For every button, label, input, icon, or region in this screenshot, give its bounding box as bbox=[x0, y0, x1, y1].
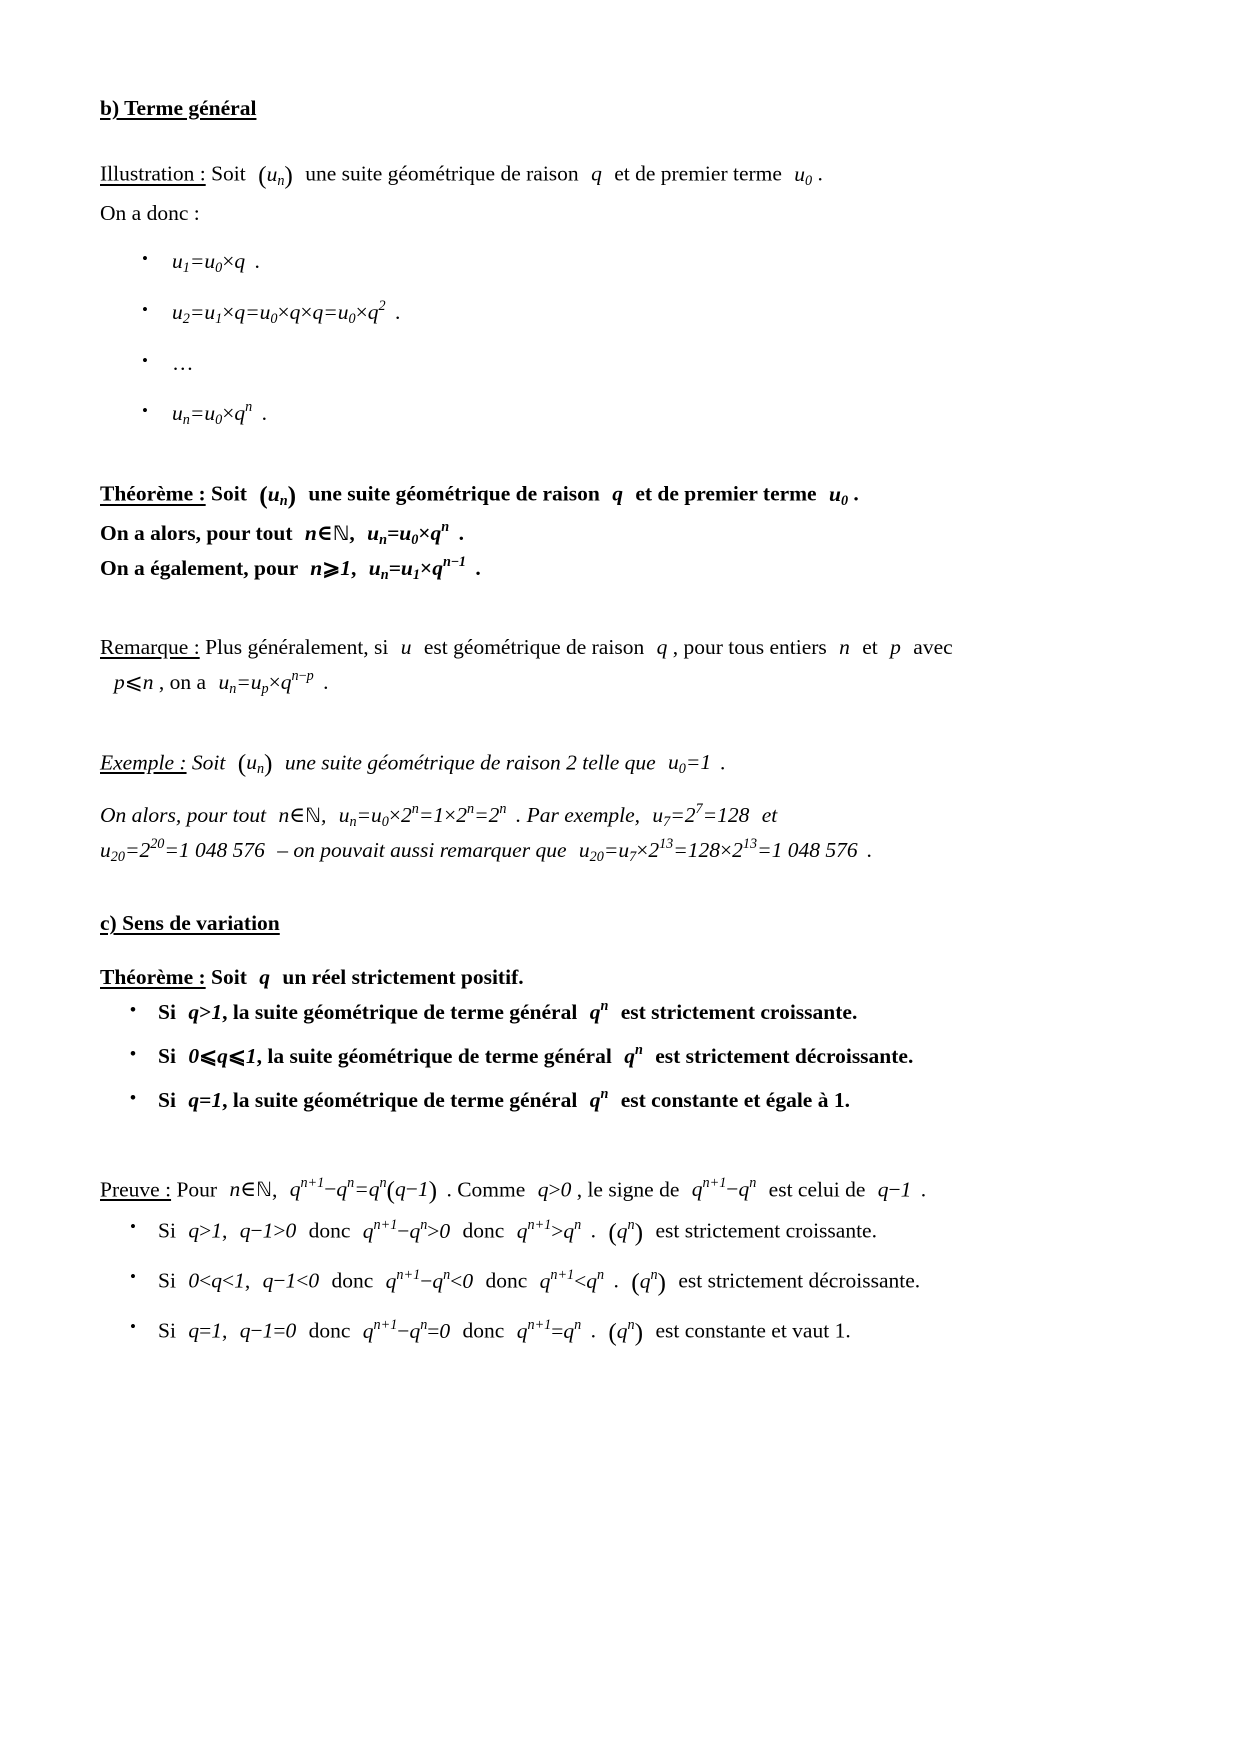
list-item bbox=[100, 1039, 1132, 1074]
remarque-text-3: , pour tous entiers bbox=[672, 634, 827, 659]
sequence-notation: $(u_n)$ bbox=[259, 481, 297, 510]
formula-u20-alt: $u_{20}=u_7\times 2^{13}=128\times 2^{13}=1$ 048 576 bbox=[578, 835, 858, 865]
remarque-line2-text: , on a bbox=[158, 669, 207, 694]
condition-n-geq-1: n⩾1 bbox=[310, 556, 351, 581]
premier-terme-symbol: $u_0$ bbox=[794, 161, 813, 189]
step-difference-eq-0: $q^{n+1}-q^n=0$ bbox=[362, 1316, 451, 1343]
sequence-qn: $(q^n)$ bbox=[631, 1266, 666, 1296]
list-item bbox=[100, 995, 1132, 1030]
list-item: • $u_1=u_0\times q$ . bbox=[100, 244, 1132, 279]
comma: , bbox=[320, 802, 327, 827]
comma: , bbox=[256, 1044, 262, 1069]
section-heading-c: c) Sens de variation bbox=[100, 911, 280, 936]
spacer bbox=[100, 121, 1132, 155]
si-label: Si bbox=[158, 1318, 176, 1343]
spacer bbox=[100, 936, 1132, 960]
bullet-icon: • bbox=[142, 299, 148, 319]
step-qn1-eq-qn: $q^{n+1}=q^n$ bbox=[516, 1316, 582, 1343]
bullet-icon: • bbox=[142, 401, 148, 421]
formula-u0-eq-1: $u_0=1$ bbox=[668, 750, 712, 778]
formula-u1: $u_1=u_0\times q$ bbox=[172, 248, 246, 276]
bullet-icon: • bbox=[142, 248, 148, 268]
donc-2: donc bbox=[462, 1318, 505, 1343]
preuve-intro-b: . Comme bbox=[446, 1177, 526, 1202]
spacer bbox=[100, 231, 1132, 244]
remarque-label: Remarque : bbox=[100, 634, 200, 659]
theoreme-text-c: et de premier terme bbox=[635, 481, 817, 506]
condition-0-lt-q-lt-1: 0<q<1 bbox=[188, 1268, 245, 1293]
exemple-line-2 bbox=[100, 798, 1132, 833]
exemple-text-a: Soit bbox=[191, 750, 226, 775]
spacer bbox=[100, 431, 1132, 475]
spacer bbox=[100, 867, 1132, 911]
theoreme-terme-general-line-1 bbox=[100, 475, 1132, 516]
list-item: • $u_n=u_0\times q^n$ . bbox=[100, 396, 1132, 431]
donc-1: donc bbox=[331, 1268, 374, 1293]
spacer bbox=[100, 785, 1132, 798]
sequence-qn: $(q^n)$ bbox=[608, 1316, 644, 1346]
list-item: • Si q>1, q−1>0 donc $q^{n+1}-q^n>0$ donc $q^{n+1}>q^n$ . $(q^n)$ est strictement croissante. bbox=[100, 1212, 1132, 1253]
terme-general-qn: $q^n$ bbox=[624, 1042, 643, 1069]
formula-un-2n: $u_n=u_0\times 2^n=1\times 2^n=2^n$ bbox=[338, 800, 507, 830]
q-symbol: q bbox=[656, 634, 668, 659]
theoreme-text-end: . bbox=[853, 481, 859, 506]
preuve-intro-a: Pour bbox=[176, 1177, 218, 1202]
bullet-icon: • bbox=[130, 1000, 136, 1020]
exemple-line3-mid: – on pouvait aussi remarquer que bbox=[277, 837, 567, 862]
step-qn1-lt-qn: $q^{n+1}<q^n$ bbox=[539, 1266, 605, 1293]
preuve-bullet-list bbox=[100, 1212, 1132, 1353]
preuve-intro-d: est celui de bbox=[768, 1177, 866, 1202]
q-minus-1: q−1 bbox=[877, 1177, 912, 1202]
remarque-text-4: et bbox=[862, 634, 878, 659]
si-label: Si bbox=[158, 1044, 176, 1069]
theoreme-line3-text: On a également, pour bbox=[100, 556, 298, 581]
comma: , bbox=[271, 1177, 278, 1202]
exemple-line2-text: On alors, pour tout bbox=[100, 802, 267, 827]
donc-1: donc bbox=[308, 1218, 351, 1243]
difference-expression: $q^{n+1}-q^n$ bbox=[691, 1175, 757, 1202]
terme-general-bullet-list bbox=[100, 244, 1132, 431]
condition-q-eq-1: q=1 bbox=[188, 1318, 222, 1343]
spacer bbox=[100, 700, 1132, 744]
si-label: Si bbox=[158, 1000, 176, 1025]
sequence-qn: $(q^n)$ bbox=[608, 1216, 644, 1246]
bullet-icon: • bbox=[130, 1087, 136, 1107]
comma: , bbox=[222, 1000, 228, 1025]
step-difference-lt-0: $q^{n+1}-q^n<0$ bbox=[385, 1266, 474, 1293]
exemple-line-3 bbox=[100, 833, 1132, 868]
theoreme-terme-general-line-2 bbox=[100, 516, 1132, 551]
list-item bbox=[100, 1083, 1132, 1118]
on-a-donc-line: On a donc : bbox=[100, 201, 200, 226]
period: . bbox=[323, 669, 329, 694]
comma: , bbox=[349, 521, 355, 546]
p-symbol: p bbox=[890, 634, 901, 659]
bullet-conclusion: est strictement croissante. bbox=[620, 1000, 858, 1025]
period: . bbox=[920, 1177, 927, 1202]
donc-2: donc bbox=[485, 1268, 528, 1293]
n-in-naturals: n∈ℕ bbox=[229, 1177, 272, 1202]
formula-u20: $u_{20}=2^{20}=1$ 048 576 bbox=[100, 835, 265, 865]
donc-2: donc bbox=[462, 1218, 505, 1243]
list-item: • Si q=1, q−1=0 donc $q^{n+1}-q^n=0$ donc $q^{n+1}=q^n$ . $(q^n)$ est constante et vaut 1. bbox=[100, 1312, 1132, 1353]
condition-q-gt-1: q>1 bbox=[188, 1000, 223, 1025]
theoreme-intro-text: Soit bbox=[211, 965, 247, 990]
bullet-icon: • bbox=[130, 1044, 136, 1064]
formula-u2: $u_2=u_1\times q=u_0\times q\times q=u_0\times q^2$ bbox=[172, 297, 386, 327]
raison-symbol: q bbox=[612, 481, 623, 506]
exemple-line2-mid: . Par exemple, bbox=[515, 802, 641, 827]
theoreme-text-a: Soit bbox=[211, 481, 247, 506]
illustration-text-2: une suite géométrique de raison bbox=[305, 161, 579, 186]
period: . bbox=[458, 521, 464, 546]
bullet-conclusion: est constante et vaut 1. bbox=[655, 1318, 851, 1343]
exemple-label: Exemple : bbox=[100, 750, 187, 775]
preuve-intro-c: , le signe de bbox=[576, 1177, 680, 1202]
bullet-conclusion: est strictement croissante. bbox=[655, 1218, 877, 1243]
period: . bbox=[720, 750, 726, 775]
sequence-notation: $(u_n)$ bbox=[258, 161, 293, 189]
spacer bbox=[100, 586, 1132, 630]
exemple-line-1 bbox=[100, 744, 1132, 785]
raison-symbol: q bbox=[591, 161, 602, 186]
bullet-text: la suite géométrique de terme général bbox=[232, 1000, 578, 1025]
formula-u7: $u_7=2^7=128$ bbox=[652, 800, 750, 830]
si-label: Si bbox=[158, 1087, 176, 1112]
step-q-minus-1-gt-0: q−1>0 bbox=[239, 1218, 297, 1243]
exemple-text-b: une suite géométrique de raison 2 telle que bbox=[284, 750, 656, 775]
formula-un-u1-qn1: $u_n=u_1\times q^{n-1}$ bbox=[368, 554, 467, 584]
bullet-icon: • bbox=[142, 350, 148, 370]
comma: , bbox=[351, 556, 357, 581]
bullet-icon: • bbox=[130, 1316, 136, 1336]
terme-general-qn: $q^n$ bbox=[589, 998, 609, 1025]
illustration-text-4: . bbox=[817, 161, 823, 186]
q-symbol: q bbox=[259, 965, 271, 990]
sequence-notation: $(u_n)$ bbox=[237, 749, 273, 778]
remarque-text-5: avec bbox=[913, 634, 953, 659]
condition-p-leq-n: p⩽n bbox=[114, 669, 154, 694]
list-item: • $u_2=u_1\times q=u_0\times q\times q=u_0\times q^2$ . bbox=[100, 295, 1132, 330]
condition-q-gt-0: q>0 bbox=[537, 1177, 572, 1202]
premier-terme-symbol: $u_0$ bbox=[828, 481, 849, 509]
theoreme-label: Théorème : bbox=[100, 481, 206, 506]
preuve-label: Preuve : bbox=[100, 1177, 172, 1202]
period: . bbox=[867, 837, 873, 862]
illustration-label: Illustration : bbox=[100, 161, 206, 186]
illustration-paragraph bbox=[100, 155, 1132, 196]
comma: , bbox=[222, 1087, 228, 1112]
condition-q-gt-1: q>1 bbox=[188, 1218, 222, 1243]
theoreme-line2-text: On a alors, pour tout bbox=[100, 521, 293, 546]
n-in-naturals: n∈ℕ bbox=[278, 802, 321, 827]
theoreme-text-b: une suite géométrique de raison bbox=[308, 481, 600, 506]
bullet-conclusion: est constante et égale à 1. bbox=[620, 1087, 850, 1112]
illustration-text-1: Soit bbox=[211, 161, 246, 186]
list-item: • Si 0<q<1, q−1<0 donc $q^{n+1}-q^n<0$ donc $q^{n+1}<q^n$ . $(q^n)$ est strictement décroissante. bbox=[100, 1262, 1132, 1303]
preuve-intro bbox=[100, 1171, 1132, 1212]
bullet-text: la suite géométrique de terme général bbox=[267, 1044, 612, 1069]
list-item bbox=[100, 346, 1132, 381]
theoreme-variation-bullet-list bbox=[100, 995, 1132, 1117]
ellipsis-item: … bbox=[172, 350, 194, 375]
remarque-text-2: est géométrique de raison bbox=[423, 634, 645, 659]
condition-q-eq-1: q=1 bbox=[188, 1087, 223, 1112]
formula-un-up-qnp: $u_n=u_p\times q^{n-p}$ bbox=[218, 668, 314, 697]
bullet-conclusion: est strictement décroissante. bbox=[655, 1044, 914, 1069]
u-symbol: u bbox=[400, 634, 412, 659]
terme-general-qn: $q^n$ bbox=[589, 1086, 609, 1112]
formula-un-u0-qn: $u_n=u_0\times q^n$ bbox=[367, 519, 450, 549]
bullet-conclusion: est strictement décroissante. bbox=[678, 1268, 921, 1293]
remarque-text-1: Plus généralement, si bbox=[205, 634, 389, 659]
formula-qn1-minus-qn: $q^{n+1}-q^n=q^n(q-1)$ bbox=[289, 1175, 438, 1205]
bullet-icon: • bbox=[130, 1266, 136, 1286]
step-q-minus-1-eq-0: q−1=0 bbox=[239, 1318, 297, 1343]
remarque-line-1 bbox=[100, 630, 1132, 665]
theoreme-terme-general-line-3 bbox=[100, 551, 1132, 586]
theoreme-intro-end: un réel strictement positif. bbox=[282, 965, 524, 990]
illustration-text-3: et de premier terme bbox=[614, 161, 782, 186]
si-label: Si bbox=[158, 1218, 176, 1243]
section-heading-b: b) Terme général bbox=[100, 96, 257, 120]
donc-1: donc bbox=[308, 1318, 351, 1343]
period: . bbox=[590, 1318, 596, 1343]
step-q-minus-1-lt-0: q−1<0 bbox=[262, 1268, 320, 1293]
condition-0-lt-q-lt-1: 0⩽q⩽1 bbox=[188, 1044, 257, 1069]
step-qn1-gt-qn: $q^{n+1}>q^n$ bbox=[516, 1216, 582, 1243]
step-difference-gt-0: $q^{n+1}-q^n>0$ bbox=[362, 1216, 451, 1243]
exemple-et: et bbox=[761, 802, 778, 827]
bullet-text: la suite géométrique de terme général bbox=[232, 1087, 578, 1112]
remarque-line-2 bbox=[100, 665, 1132, 700]
theoreme-variation-intro bbox=[100, 960, 1132, 995]
n-symbol: n bbox=[839, 634, 850, 659]
theoreme-label: Théorème : bbox=[100, 965, 206, 990]
period: . bbox=[590, 1218, 596, 1243]
bullet-icon: • bbox=[130, 1216, 136, 1236]
si-label: Si bbox=[158, 1268, 176, 1293]
period: . bbox=[613, 1268, 619, 1293]
formula-un: $u_n=u_0\times q^n$ bbox=[172, 399, 253, 429]
spacer bbox=[100, 1127, 1132, 1171]
period: . bbox=[475, 556, 481, 581]
n-in-naturals: n∈ℕ bbox=[304, 521, 350, 546]
